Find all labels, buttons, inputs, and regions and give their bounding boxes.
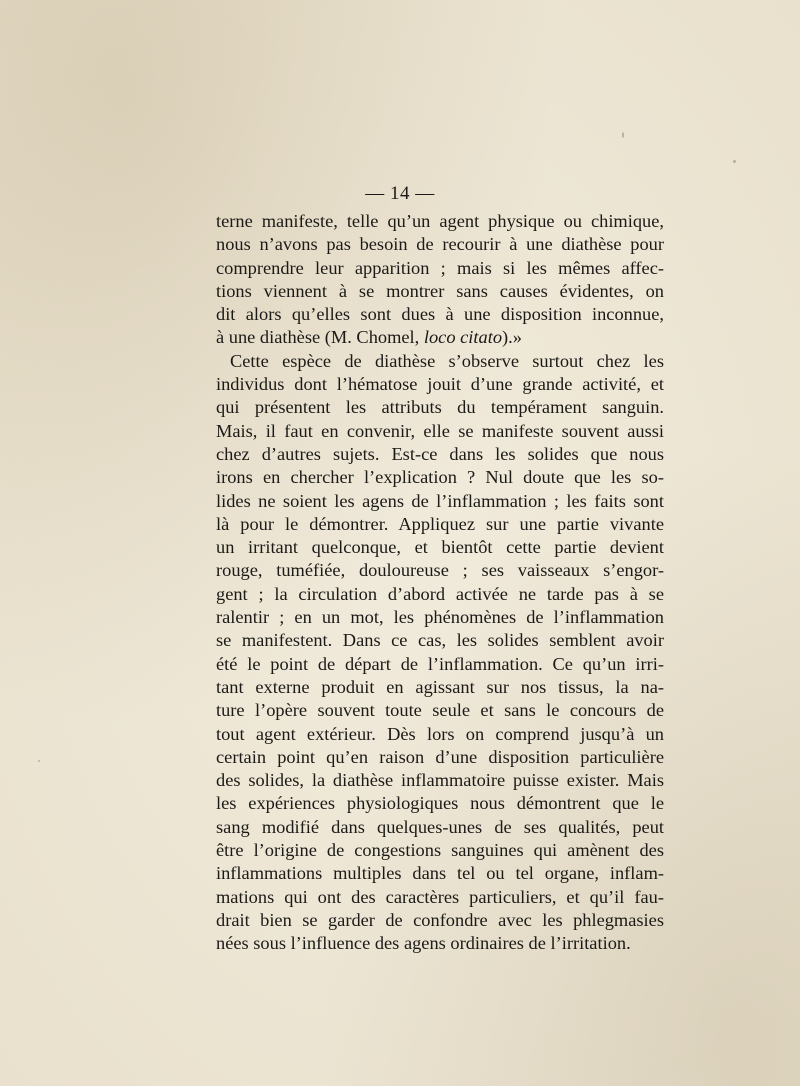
text-line: nous n’avons pas besoin de recourir à une diathèse pour <box>216 234 664 255</box>
paragraph <box>216 350 664 956</box>
text-line: ture l’opère souvent toute seule et sans le concours de <box>216 700 664 721</box>
text-run: à une diathèse (M. Chomel, <box>216 327 424 348</box>
italic-citation: loco citato <box>423 327 503 348</box>
text-line: mations qui ont des caractères particuliers, et qu’il fau- <box>216 886 664 907</box>
text-line: lides ne soient les agens de l’inflammation ; les faits sont <box>216 490 664 511</box>
text-line: certain point qu’en raison d’une disposition particulière <box>216 746 664 767</box>
text-line: gent ; la circulation d’abord activée ne tarde pas à se <box>216 583 664 604</box>
text-line: des solides, la diathèse inflammatoire puisse exister. Mais <box>216 770 664 791</box>
paper-speck <box>38 760 40 762</box>
paper-speck <box>622 132 624 138</box>
text-line: sang modifié dans quelques-unes de ses qualités, peut <box>216 816 664 837</box>
text-line: tout agent extérieur. Dès lors on comprend jusqu’à un <box>216 723 664 744</box>
text-line: là pour le démontrer. Appliquez sur une partie vivante <box>216 513 664 534</box>
text-line: été le point de départ de l’inflammation. Ce qu’un irri- <box>216 653 664 674</box>
text-line: inflammations multiples dans tel ou tel organe, inflam- <box>216 863 664 884</box>
text-line <box>216 326 664 349</box>
paragraph-continued <box>216 210 664 350</box>
text-line: être l’origine de congestions sanguines qui amènent des <box>216 840 664 861</box>
text-line: drait bien se garder de confondre avec les phlegmasies <box>216 909 664 930</box>
text-line: terne manifeste, telle qu’un agent physique ou chimique, <box>216 211 664 231</box>
text-line: irons en chercher l’explication ? Nul doute que les so- <box>216 467 664 488</box>
text-line: se manifestent. Dans ce cas, les solides semblent avoir <box>216 630 664 651</box>
text-line: les expériences physiologiques nous démontrent que le <box>216 793 664 814</box>
text-line: Mais, il faut en convenir, elle se manifeste souvent aussi <box>216 420 664 441</box>
text-line: individus dont l’hématose jouit d’une grande activité, et <box>216 374 664 395</box>
body-text <box>216 210 664 956</box>
text-run: ).» <box>502 327 522 348</box>
text-line: chez d’autres sujets. Est-ce dans les solides que nous <box>216 443 664 464</box>
page-number: — 14 — <box>365 183 435 204</box>
text-line: Cette espèce de diathèse s’observe surtout chez les <box>230 350 664 371</box>
text-line: dit alors qu’elles sont dues à une disposition inconnue, <box>216 304 664 325</box>
text-line: tant externe produit en agissant sur nos tissus, la na- <box>216 676 664 697</box>
text-line: tions viennent à se montrer sans causes évidentes, on <box>216 280 664 301</box>
text-line: ralentir ; en un mot, les phénomènes de l’inflammation <box>216 607 664 628</box>
text-line: qui présentent les attributs du tempérament sanguin. <box>216 397 664 418</box>
paper-speck <box>733 160 736 163</box>
text-line: nées sous l’influence des agens ordinaires de l’irritation. <box>216 933 631 954</box>
text-line: comprendre leur apparition ; mais si les mêmes affec- <box>216 257 664 278</box>
text-line: un irritant quelconque, et bientôt cette partie devient <box>216 537 664 558</box>
text-line: rouge, tuméfiée, douloureuse ; ses vaisseaux s’engor- <box>216 560 664 581</box>
